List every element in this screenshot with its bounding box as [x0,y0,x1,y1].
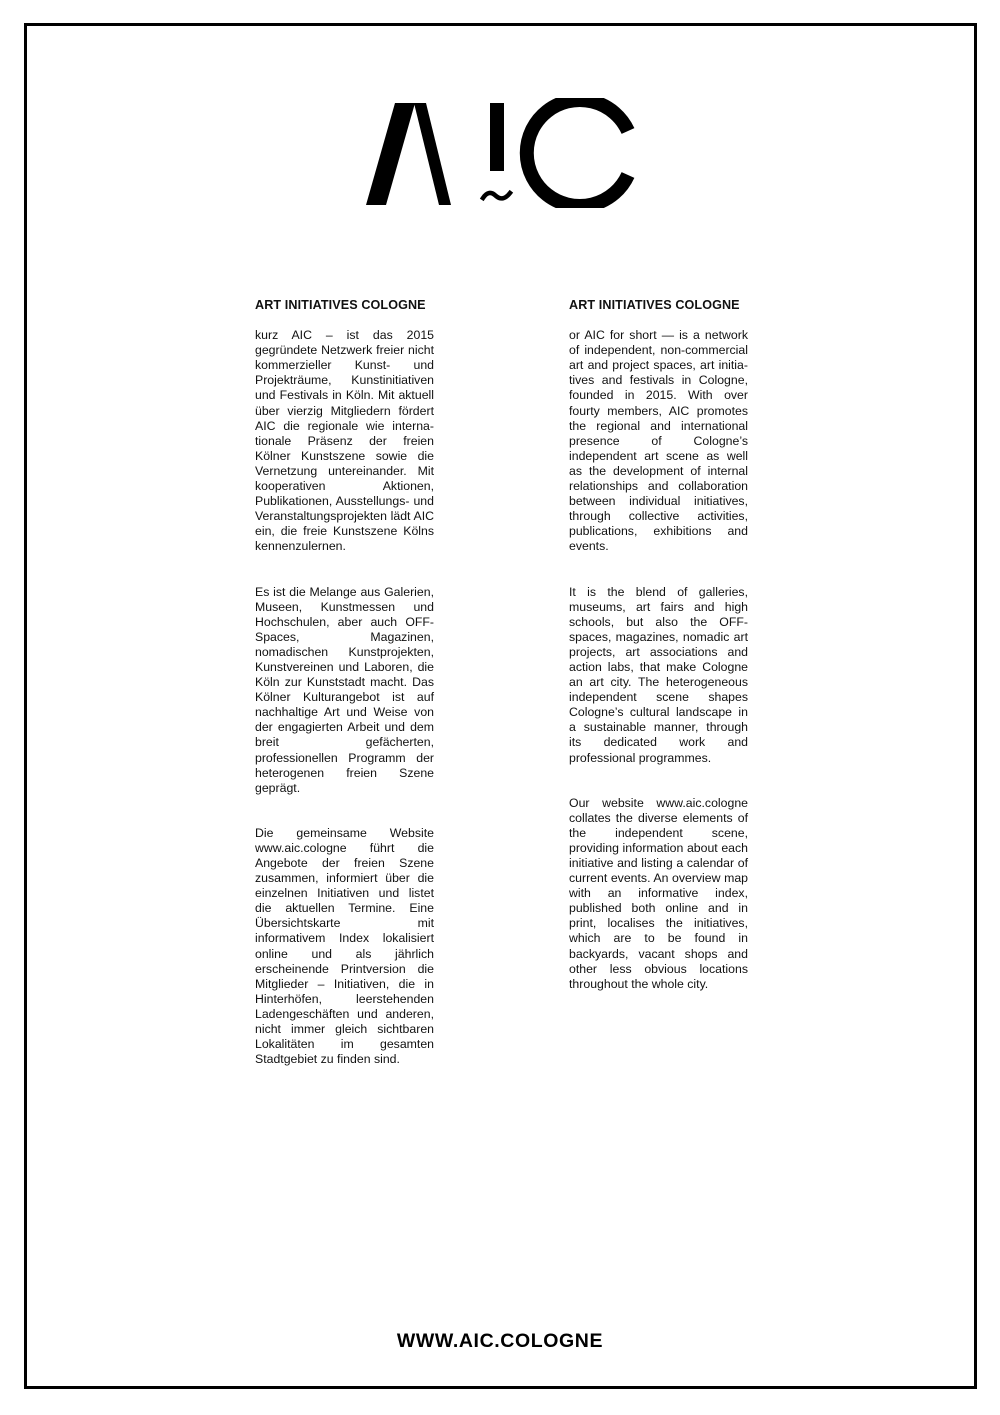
german-paragraph-1: kurz AIC – ist das 2015 gegründete Netzwerk freier nicht kommerzieller Kunst- und Projekträume, Kunstinitiativen und Festivals in Köln. Mit aktuell über vierzig Mitgliedern fördert AIC die regionale wie internationale Präsenz der freien Kölner Kunstszene sowie die Vernetzung untereinander. Mit kooperativen Aktionen, Publikationen, Ausstellungs- und Veranstaltungsprojekten lädt AIC ein, die freie Kunstszene Kölns kennenzulernen. [255,328,434,554]
english-paragraph-2: It is the blend of galleries, museums, art fairs and high schools, but also the OFF-spaces, magazines, nomadic art projects, art associations and action labs, that make Cologne an art city. The heterogeneous independent scene shapes Cologne’s cultural landscape in a sustainable manner, through its dedicated work and professional programmes. [569,584,748,765]
website-url[interactable]: WWW.AIC.COLOGNE [396,1330,604,1352]
column-heading-german: ART INITIATIVES COLOGNE [255,298,426,312]
german-paragraph-2: Es ist die Melange aus Galerien, Museen, Kunstmessen und Hochschulen, aber auch OFF-Spaces, Magazinen, nomadischen Kunstprojekten, Kunstvereinen und Laboren, die Köln zur Kunststadt macht. Das Kölner Kulturangebot ist auf nachhaltige Art und Weise von der engagierten Arbeit und dem breit gefächerten, professionellen Programm der heterogenen freien Szene geprägt. [255,584,434,795]
aic-logo-icon [366,98,636,208]
german-text-column [255,298,434,1067]
english-text-column [569,298,748,992]
poster-frame [24,23,977,1389]
german-paragraph-3: Die gemeinsame Website www.aic.cologne führt die Angebote der freien Szene zusammen, informiert über die einzelnen Initiativen und listet die aktuellen Termine. Eine Übersichtskarte mit informativem Index lokalisiert online und als jährlich erscheinende Printversion die Mitglieder – Initiativen, die in Hinterhöfen, leerstehenden Ladengeschäften und anderen, nicht immer gleich sichtbaren Lokalitäten im gesamten Stadtgebiet zu finden sind. [255,825,434,1067]
english-paragraph-3: Our website www.aic.cologne collates the diverse elements of the independent scene, providing information about each initiative and listing a calendar of current events. An overview map with an informative index, published both online and in print, localises the initiatives, which are to be found in backyards, vacant shops and other less obvious locations throughout the whole city. [569,795,748,991]
column-heading-english: ART INITIATIVES COLOGNE [569,298,740,312]
english-paragraph-1: or AIC for short — is a network of independent, non-commercial art and project spaces, art initiatives and festivals in Cologne, founded in 2015. With over fourty members, AIC promotes the regional and international presence of Cologne’s independent art scene as well as the development of internal relationships and collaboration between individual initiatives, through collective activities, publications, exhibitions and events. [569,328,748,554]
